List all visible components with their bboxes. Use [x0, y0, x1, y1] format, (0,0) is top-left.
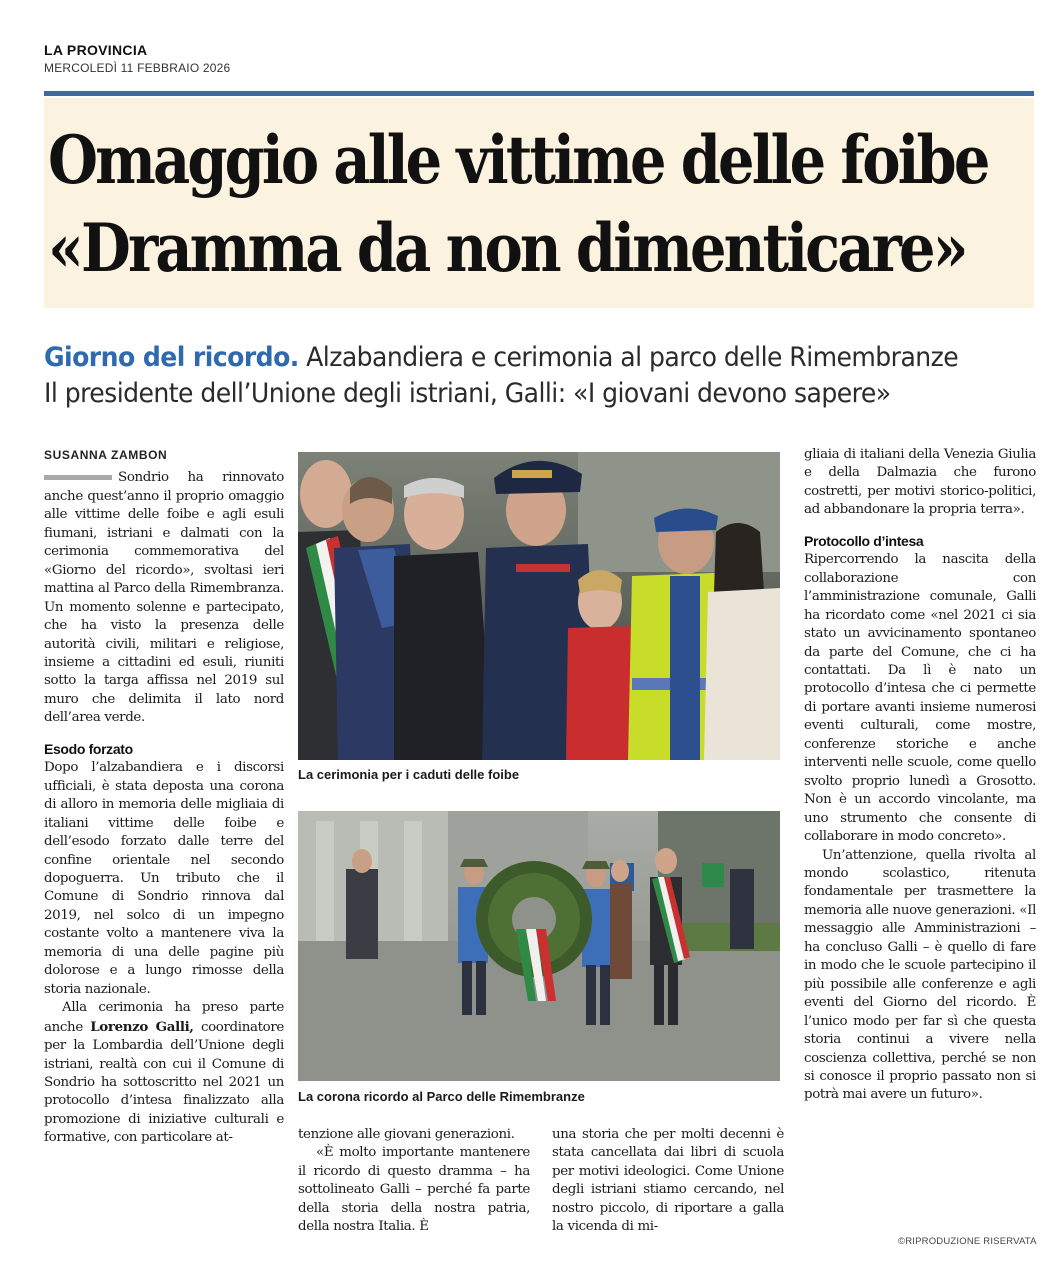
- headline-line-2: «Dramma da non dimenticare»: [48, 209, 966, 287]
- headline: [48, 116, 988, 292]
- headline-box: [44, 98, 1034, 308]
- photo-ceremony: [298, 452, 780, 760]
- headline-line-1: Omaggio alle vittime delle foibe: [48, 121, 988, 199]
- article-column-4: [804, 446, 1036, 1105]
- article-paragraph: Dopo l’alzabandiera e i discorsi ufficiali, è stata deposta una corona di alloro in memoria delle migliaia di italiani vittime delle foibe e dell’esodo forzato dalle terre del confine orientale nel secondo dopoguerra. Un tributo che il Comune di Sondrio rinnova dal 2019, nel solco di un impegno costante volto a mantenere viva la memoria di una delle pagine più dolorose e a lungo rimosse della storia nazionale.: [44, 760, 284, 997]
- lead-bar: [44, 475, 112, 480]
- person-name: Lorenzo Galli,: [90, 1018, 194, 1035]
- section-heading-protocollo: Protocollo d’intesa: [804, 532, 924, 549]
- article-paragraph: una storia che per molti decenni è stata cancellata dai libri di scuola per motivi ideologici. Come Unione degli istriani stiamo cercando, nel nostro piccolo, di riportare a galla la vicenda di mi-: [552, 1127, 784, 1235]
- photo-caption-1: La cerimonia per i caduti delle foibe: [298, 767, 520, 782]
- newspaper-name: LA PROVINCIA: [44, 42, 148, 58]
- article-column-3: [552, 1126, 784, 1237]
- photo-wreath: [298, 811, 780, 1081]
- article-paragraph: «È molto importante mantenere il ricordo di questo dramma – ha sottolineato Galli – perché fa parte della storia della nostra patria, della nostra Italia. È: [298, 1145, 530, 1235]
- ceremony-photo-image: [298, 452, 780, 760]
- article-column-1: [44, 446, 284, 1148]
- article-paragraph: gliaia di italiani della Venezia Giulia e della Dalmazia che furono costretti, per motivi storico-politici, ad abbandonare la propria terra».: [804, 447, 1036, 518]
- issue-date: MERCOLEDÌ 11 FEBBRAIO 2026: [44, 61, 231, 75]
- photo-caption-2: La corona ricordo al Parco delle Rimembranze: [298, 1089, 585, 1104]
- copyright-notice: ©RIPRODUZIONE RISERVATA: [898, 1236, 1037, 1247]
- article-paragraph: tenzione alle giovani generazioni.: [298, 1127, 515, 1142]
- subheadline-line-2: Il presidente dell’Unione degli istriani, Galli: «I giovani devono sapere»: [44, 378, 891, 409]
- header-rule: [44, 91, 1034, 96]
- subheadline: [44, 340, 965, 412]
- paragraph-text: coordinatore per la Lombardia dell’Unione degli istriani, realtà con cui il Comune di Sondrio ha sottoscritto nel 2021 un protocollo d’intesa finalizzato alla promozione di iniziative culturali e formative, con particolare at-: [44, 1019, 284, 1146]
- kicker: Giorno del ricordo.: [44, 342, 299, 373]
- section-heading-esodo: Esodo forzato: [44, 740, 133, 757]
- subheadline-line-1-text: Alzabandiera e cerimonia al parco delle Rimembranze: [298, 342, 959, 373]
- subheadline-line-1: [44, 340, 965, 376]
- paragraph-text: Sondrio ha rinnovato anche quest’anno il proprio omaggio alle vittime delle foibe e agli esuli fiumani, istriani e dalmati con la cerimonia commemorativa del «Giorno del ricordo», svoltasi ieri mattina al Parco della Rimembranza. Un momento solenne e partecipato, che ha visto la presenza delle autorità civili, militari e religiose, insieme a cittadini ed esuli, riuniti sotto la targa affissa nel 2019 sul muro che delimita il lato nord dell’area verde.: [44, 470, 284, 726]
- paragraph-text: Alla cerimonia ha preso parte anche: [44, 1000, 284, 1035]
- article-paragraph: Un’attenzione, quella rivolta al mondo scolastico, ritenuta fondamentale per trasmettere la memoria alle nuove generazioni. «Il messaggio alle Amministrazioni – ha concluso Galli – è quello di fare in modo che le scuole partecipino il più possibile alle conferenze e agli eventi del Giorno del ricordo. È l’unico modo per far sì che questa storia continui a vivere nella coscienza collettiva, perché se non si conosce il proprio passato non si potrà mai avere un futuro».: [804, 847, 1036, 1103]
- wreath-photo-image: [298, 811, 780, 1081]
- article-column-2: [298, 1126, 530, 1237]
- article-paragraph: Ripercorrendo la nascita della collaborazione con l’amministrazione comunale, Galli ha ricordato come «nel 2021 ci sia stato un avvicinamento spontaneo da parte del Comune, che ci ha contattati. Da lì è nato un protocollo d’intesa che ci permette di portare avanti insieme numerosi eventi culturali, come mostre, conferenze storiche e anche interventi nelle scuole, come quello svolto proprio lunedì a Grosotto. Non è un accordo vincolante, ma uno strumento che consente di collaborare in modo concreto».: [804, 552, 1036, 845]
- masthead: [44, 42, 230, 75]
- article-paragraph: [44, 469, 284, 727]
- article-paragraph: [44, 999, 284, 1148]
- byline: SUSANNA ZAMBON: [44, 448, 168, 462]
